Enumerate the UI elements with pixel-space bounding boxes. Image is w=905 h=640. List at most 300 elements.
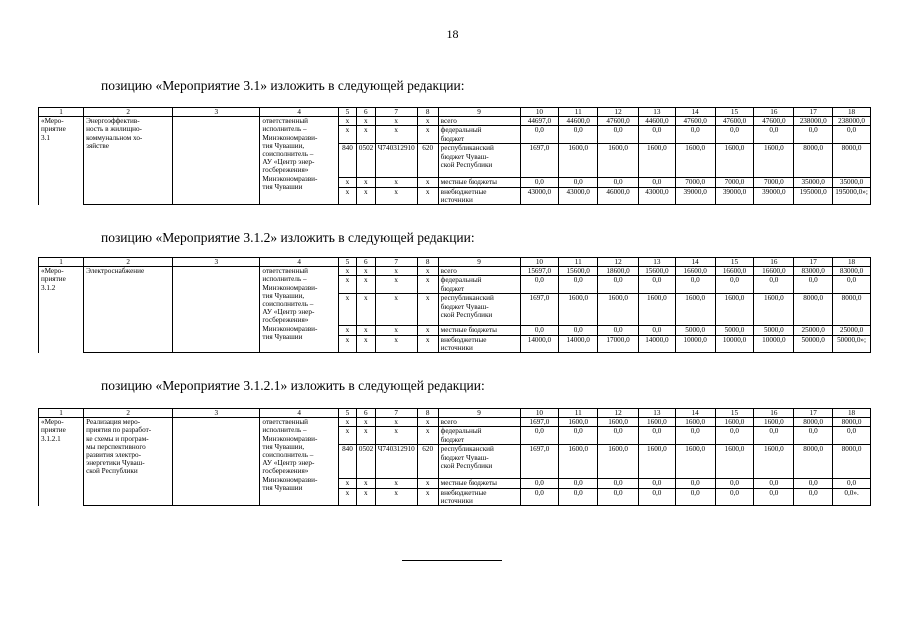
- column-number: 14: [675, 258, 715, 267]
- funding-source-cell: [438, 187, 520, 204]
- amount-cell: 0,0: [754, 126, 794, 144]
- amount-cell: 15697,0: [520, 267, 559, 276]
- executor-cell: [260, 418, 339, 506]
- amount-cell: 0,0: [598, 326, 639, 335]
- amount-cell: 1600,0: [639, 445, 676, 479]
- executor-line: соисполнитель –: [262, 150, 314, 159]
- amount-cell: 0,0: [639, 427, 676, 445]
- amount-cell: 14000,0: [639, 335, 676, 352]
- measure-name-line: Электроснабжение: [86, 267, 145, 276]
- funding-source-line: бюджет: [440, 134, 465, 143]
- column-number: 8: [417, 409, 438, 418]
- amount-cell: 195000,0: [794, 187, 833, 204]
- code-cell: x: [375, 267, 417, 276]
- column-number: 6: [356, 108, 375, 117]
- executor-line: тия Чувашии,: [262, 291, 305, 300]
- code-cell: x: [417, 427, 438, 445]
- funding-source-cell: [438, 335, 520, 352]
- amount-cell: 8000,0: [794, 294, 833, 326]
- measure-name-cell: [84, 117, 173, 205]
- column-number: 3: [173, 409, 260, 418]
- header-row: [39, 409, 871, 418]
- funding-source-cell: [438, 326, 520, 335]
- amount-cell: 0,0: [754, 479, 794, 488]
- amount-cell: 25000,0: [794, 326, 833, 335]
- amount-cell: 0,0: [639, 326, 676, 335]
- amount-cell: 0,0: [559, 488, 598, 505]
- code-cell: x: [339, 178, 357, 187]
- column-number: 3: [173, 258, 260, 267]
- table-row: [39, 418, 871, 427]
- amount-cell: 0,0: [754, 427, 794, 445]
- empty-cell: [173, 267, 260, 353]
- amount-cell: 0,0: [559, 326, 598, 335]
- funding-source-line: ской Республики: [440, 461, 493, 470]
- code-cell: x: [417, 326, 438, 335]
- column-number: 12: [598, 258, 639, 267]
- amount-cell: 1600,0: [559, 445, 598, 479]
- amount-cell: 0,0: [639, 276, 676, 294]
- column-number: 8: [417, 258, 438, 267]
- code-cell: x: [356, 187, 375, 204]
- amount-cell: 0,0: [794, 126, 833, 144]
- funding-source-cell: [438, 267, 520, 276]
- amount-cell: 1697,0: [520, 445, 559, 479]
- code-cell: Ч740312910: [375, 445, 417, 479]
- amount-cell: 10000,0: [675, 335, 715, 352]
- amount-cell: 1600,0: [715, 418, 754, 427]
- column-number: 5: [339, 409, 357, 418]
- amount-cell: 14000,0: [559, 335, 598, 352]
- amount-cell: 1600,0: [559, 418, 598, 427]
- column-number: 16: [754, 258, 794, 267]
- funding-source-line: внебюджетные: [440, 335, 487, 344]
- amount-cell: 0,0: [639, 479, 676, 488]
- code-cell: Ч740312910: [375, 144, 417, 178]
- code-cell: x: [375, 427, 417, 445]
- measure-name-line: Реализация меро-: [86, 418, 141, 427]
- column-number: 2: [84, 409, 173, 418]
- code-cell: x: [417, 178, 438, 187]
- amount-cell: 0,0: [598, 427, 639, 445]
- column-number: 7: [375, 409, 417, 418]
- amount-cell: 0,0: [598, 479, 639, 488]
- amount-cell: 1600,0: [715, 445, 754, 479]
- amount-cell: 8000,0: [833, 144, 871, 178]
- amount-cell: 0,0: [833, 276, 871, 294]
- amount-cell: 0,0: [520, 326, 559, 335]
- measure-name-cell: [84, 267, 173, 353]
- footer-rule: [402, 560, 502, 561]
- funding-source-cell: [438, 418, 520, 427]
- column-number: 15: [715, 258, 754, 267]
- code-cell: x: [417, 418, 438, 427]
- funding-source-line: всего: [440, 117, 457, 126]
- column-number: 16: [754, 108, 794, 117]
- code-cell: x: [375, 276, 417, 294]
- code-cell: 0502: [356, 445, 375, 479]
- amount-cell: 1600,0: [754, 445, 794, 479]
- measure-name-line: мы перспективного: [86, 442, 146, 451]
- column-number: 1: [39, 108, 84, 117]
- code-cell: x: [417, 267, 438, 276]
- executor-cell: [260, 267, 339, 353]
- column-number: 7: [375, 258, 417, 267]
- code-cell: x: [339, 294, 357, 326]
- column-number: 9: [438, 409, 520, 418]
- amount-cell: 1600,0: [598, 294, 639, 326]
- amount-cell: 47600,0: [754, 117, 794, 126]
- page-number: 18: [446, 27, 459, 41]
- amount-cell: 1600,0: [675, 144, 715, 178]
- column-number: 6: [356, 258, 375, 267]
- funding-source-line: федеральный: [440, 427, 482, 436]
- measure-id-line: «Меро-: [41, 418, 64, 427]
- code-cell: x: [339, 427, 357, 445]
- measure-name-line: ность в жилищно-: [86, 125, 142, 134]
- amount-cell: 43000,0: [639, 187, 676, 204]
- code-cell: x: [375, 326, 417, 335]
- amount-cell: 1600,0: [754, 294, 794, 326]
- column-number: 9: [438, 108, 520, 117]
- column-number: 3: [173, 108, 260, 117]
- column-number: 4: [260, 258, 339, 267]
- amount-cell: 0,0: [794, 488, 833, 505]
- table-row: [39, 117, 871, 126]
- executor-line: тия Чувашии: [262, 332, 303, 341]
- amount-cell: 0,0: [833, 479, 871, 488]
- code-cell: x: [339, 479, 357, 488]
- amount-cell: 1600,0: [675, 445, 715, 479]
- funding-source-cell: [438, 144, 520, 178]
- amount-cell: 0,0: [675, 126, 715, 144]
- amount-cell: 44600,0: [639, 117, 676, 126]
- amount-cell: 0,0: [639, 178, 676, 187]
- code-cell: x: [375, 418, 417, 427]
- measure-name-cell: [84, 418, 173, 506]
- measure-name-line: ке схемы и програм-: [86, 434, 149, 443]
- column-number: 6: [356, 409, 375, 418]
- executor-line: соисполнитель –: [262, 300, 314, 309]
- column-number: 1: [39, 258, 84, 267]
- code-cell: x: [356, 427, 375, 445]
- amount-cell: 0,0: [715, 276, 754, 294]
- funding-source-line: ской Республики: [440, 310, 493, 319]
- measure-table: [38, 257, 871, 353]
- funding-source-line: местные бюджеты: [440, 326, 497, 335]
- column-number: 5: [339, 108, 357, 117]
- amount-cell: 1600,0: [715, 294, 754, 326]
- executor-line: тия Чувашии: [262, 483, 303, 492]
- header-row: [39, 258, 871, 267]
- amount-cell: 0,0: [520, 488, 559, 505]
- section-heading: позицию «Мероприятие 3.1» изложить в следующей редакции:: [101, 78, 465, 93]
- funding-source-line: бюджет Чуваш-: [440, 152, 489, 161]
- amount-cell: 35000,0: [794, 178, 833, 187]
- code-cell: x: [356, 126, 375, 144]
- amount-cell: 44600,0: [559, 117, 598, 126]
- amount-cell: 0,0: [833, 126, 871, 144]
- column-number: 5: [339, 258, 357, 267]
- code-cell: 620: [417, 445, 438, 479]
- amount-cell: 0,0: [598, 126, 639, 144]
- measure-name-line: зяйстве: [86, 141, 109, 150]
- funding-source-cell: [438, 294, 520, 326]
- amount-cell: 83000,0: [833, 267, 871, 276]
- amount-cell: 8000,0: [833, 418, 871, 427]
- code-cell: x: [356, 267, 375, 276]
- measure-name-line: приятия по разработ-: [86, 426, 152, 435]
- executor-cell: [260, 117, 339, 205]
- executor-line: тия Чувашии,: [262, 141, 305, 150]
- code-cell: x: [339, 267, 357, 276]
- executor-line: Минэкономразви-: [262, 475, 318, 484]
- code-cell: x: [356, 178, 375, 187]
- amount-cell: 46000,0: [598, 187, 639, 204]
- code-cell: x: [356, 488, 375, 505]
- funding-source-line: внебюджетные: [440, 187, 487, 196]
- amount-cell: 0,0: [675, 276, 715, 294]
- amount-cell: 83000,0: [794, 267, 833, 276]
- empty-cell: [173, 418, 260, 506]
- column-number: 11: [559, 258, 598, 267]
- amount-cell: 238000,0: [833, 117, 871, 126]
- amount-cell: 25000,0: [833, 326, 871, 335]
- code-cell: x: [375, 117, 417, 126]
- table-row: [39, 267, 871, 276]
- column-number: 13: [639, 409, 676, 418]
- amount-cell: 0,0: [715, 126, 754, 144]
- column-number: 4: [260, 108, 339, 117]
- section-heading: позицию «Мероприятие 3.1.2.1» изложить в следующей редакции:: [101, 378, 485, 393]
- amount-cell: 0,0: [675, 488, 715, 505]
- executor-line: Минэкономразви-: [262, 133, 318, 142]
- funding-source-line: источники: [440, 195, 473, 204]
- column-number: 10: [520, 258, 559, 267]
- funding-source-line: местные бюджеты: [440, 178, 497, 187]
- amount-cell: 47600,0: [715, 117, 754, 126]
- amount-cell: 1600,0: [559, 294, 598, 326]
- amount-cell: 15600,0: [559, 267, 598, 276]
- amount-cell: 0,0: [715, 479, 754, 488]
- executor-line: исполнитель –: [262, 125, 307, 134]
- code-cell: x: [356, 479, 375, 488]
- column-number: 18: [833, 409, 871, 418]
- amount-cell: 0,0: [675, 427, 715, 445]
- funding-source-line: бюджет Чуваш-: [440, 302, 489, 311]
- code-cell: x: [417, 294, 438, 326]
- amount-cell: 1697,0: [520, 294, 559, 326]
- executor-line: тия Чувашии,: [262, 442, 305, 451]
- funding-source-cell: [438, 276, 520, 294]
- code-cell: x: [356, 294, 375, 326]
- measure-id-line: приятие: [41, 125, 66, 134]
- column-number: 16: [754, 409, 794, 418]
- measure-name-line: развития электро-: [86, 451, 142, 460]
- executor-line: ответственный: [262, 418, 309, 427]
- measure-table: [38, 107, 871, 205]
- code-cell: x: [417, 117, 438, 126]
- amount-cell: 47600,0: [675, 117, 715, 126]
- funding-source-line: федеральный: [440, 276, 482, 285]
- amount-cell: 7000,0: [715, 178, 754, 187]
- amount-cell: 0,0: [520, 178, 559, 187]
- column-number: 12: [598, 409, 639, 418]
- amount-cell: 5000,0: [675, 326, 715, 335]
- funding-source-line: федеральный: [440, 126, 482, 135]
- funding-source-line: республиканский: [440, 294, 494, 303]
- column-number: 14: [675, 409, 715, 418]
- code-cell: x: [339, 126, 357, 144]
- amount-cell: 16600,0: [715, 267, 754, 276]
- code-cell: x: [417, 335, 438, 352]
- amount-cell: 5000,0: [715, 326, 754, 335]
- code-cell: x: [375, 488, 417, 505]
- amount-cell: 0,0: [754, 488, 794, 505]
- executor-line: АУ «Центр энер-: [262, 308, 315, 317]
- column-number: 11: [559, 409, 598, 418]
- code-cell: 620: [417, 144, 438, 178]
- measure-id-cell: [39, 267, 84, 353]
- amount-cell: 16600,0: [754, 267, 794, 276]
- code-cell: x: [339, 117, 357, 126]
- amount-cell: 0,0: [675, 479, 715, 488]
- amount-cell: 1697,0: [520, 144, 559, 178]
- amount-cell: 5000,0: [754, 326, 794, 335]
- amount-cell: 0,0: [559, 479, 598, 488]
- amount-cell: 47600,0: [598, 117, 639, 126]
- amount-cell: 0,0: [754, 276, 794, 294]
- amount-cell: 18600,0: [598, 267, 639, 276]
- amount-cell: 1600,0: [598, 418, 639, 427]
- amount-cell: 39000,0: [715, 187, 754, 204]
- amount-cell: 50000,0»;: [833, 335, 871, 352]
- funding-source-cell: [438, 117, 520, 126]
- funding-source-line: бюджет: [440, 284, 465, 293]
- amount-cell: 0,0: [598, 276, 639, 294]
- amount-cell: 1600,0: [639, 144, 676, 178]
- column-number: 13: [639, 258, 676, 267]
- amount-cell: 238000,0: [794, 117, 833, 126]
- measure-name-line: энергетики Чуваш-: [86, 459, 145, 468]
- column-number: 17: [794, 409, 833, 418]
- funding-source-line: республиканский: [440, 445, 494, 454]
- column-number: 18: [833, 108, 871, 117]
- executor-line: исполнитель –: [262, 426, 307, 435]
- code-cell: x: [375, 126, 417, 144]
- funding-source-cell: [438, 479, 520, 488]
- executor-line: АУ «Центр энер-: [262, 158, 315, 167]
- amount-cell: 0,0: [559, 126, 598, 144]
- executor-line: ответственный: [262, 267, 309, 276]
- amount-cell: 1600,0: [754, 144, 794, 178]
- code-cell: x: [375, 479, 417, 488]
- funding-source-line: источники: [440, 496, 473, 505]
- code-cell: 0502: [356, 144, 375, 178]
- measure-id-cell: [39, 418, 84, 506]
- amount-cell: 44697,0: [520, 117, 559, 126]
- amount-cell: 8000,0: [833, 294, 871, 326]
- measure-table: [38, 408, 871, 506]
- amount-cell: 17000,0: [598, 335, 639, 352]
- funding-source-line: источники: [440, 343, 473, 352]
- amount-cell: 7000,0: [675, 178, 715, 187]
- amount-cell: 0,0: [639, 126, 676, 144]
- measure-id-line: «Меро-: [41, 117, 64, 126]
- code-cell: x: [417, 126, 438, 144]
- amount-cell: 0,0: [794, 427, 833, 445]
- funding-source-line: местные бюджеты: [440, 479, 497, 488]
- executor-line: ответственный: [262, 117, 309, 126]
- measure-id-line: приятие: [41, 426, 66, 435]
- code-cell: 840: [339, 144, 357, 178]
- amount-cell: 1600,0: [559, 144, 598, 178]
- amount-cell: 1600,0: [715, 144, 754, 178]
- amount-cell: 1600,0: [754, 418, 794, 427]
- amount-cell: 0,0: [559, 178, 598, 187]
- amount-cell: 1600,0: [639, 294, 676, 326]
- column-number: 7: [375, 108, 417, 117]
- measure-name-line: ской Республики: [86, 467, 138, 476]
- column-number: 8: [417, 108, 438, 117]
- amount-cell: 0,0: [520, 276, 559, 294]
- code-cell: x: [339, 335, 357, 352]
- code-cell: x: [339, 418, 357, 427]
- amount-cell: 1697,0: [520, 418, 559, 427]
- funding-source-cell: [438, 126, 520, 144]
- amount-cell: 8000,0: [833, 445, 871, 479]
- funding-source-cell: [438, 445, 520, 479]
- amount-cell: 15600,0: [639, 267, 676, 276]
- funding-source-line: всего: [440, 267, 457, 276]
- amount-cell: 0,0: [794, 276, 833, 294]
- amount-cell: 195000,0»;: [833, 187, 871, 204]
- header-row: [39, 108, 871, 117]
- amount-cell: 0,0: [715, 427, 754, 445]
- code-cell: x: [339, 488, 357, 505]
- empty-cell: [173, 117, 260, 205]
- funding-source-line: республиканский: [440, 144, 494, 153]
- amount-cell: 8000,0: [794, 445, 833, 479]
- column-number: 2: [84, 258, 173, 267]
- column-number: 12: [598, 108, 639, 117]
- column-number: 18: [833, 258, 871, 267]
- measure-id-line: «Меро-: [41, 267, 64, 276]
- executor-line: АУ «Центр энер-: [262, 459, 315, 468]
- amount-cell: 10000,0: [754, 335, 794, 352]
- amount-cell: 7000,0: [754, 178, 794, 187]
- funding-source-line: бюджет Чуваш-: [440, 453, 489, 462]
- amount-cell: 0,0: [598, 178, 639, 187]
- executor-line: соисполнитель –: [262, 451, 314, 460]
- amount-cell: 0,0: [520, 427, 559, 445]
- executor-line: исполнитель –: [262, 275, 307, 284]
- column-number: 14: [675, 108, 715, 117]
- column-number: 2: [84, 108, 173, 117]
- funding-source-line: всего: [440, 418, 457, 427]
- column-number: 9: [438, 258, 520, 267]
- amount-cell: 1600,0: [675, 418, 715, 427]
- amount-cell: 0,0: [559, 276, 598, 294]
- amount-cell: 0,0: [520, 126, 559, 144]
- amount-cell: 0,0: [559, 427, 598, 445]
- column-number: 17: [794, 108, 833, 117]
- amount-cell: 0,0: [794, 479, 833, 488]
- measure-name-line: коммунальном хо-: [86, 133, 143, 142]
- code-cell: x: [375, 335, 417, 352]
- code-cell: x: [356, 117, 375, 126]
- column-number: 1: [39, 409, 84, 418]
